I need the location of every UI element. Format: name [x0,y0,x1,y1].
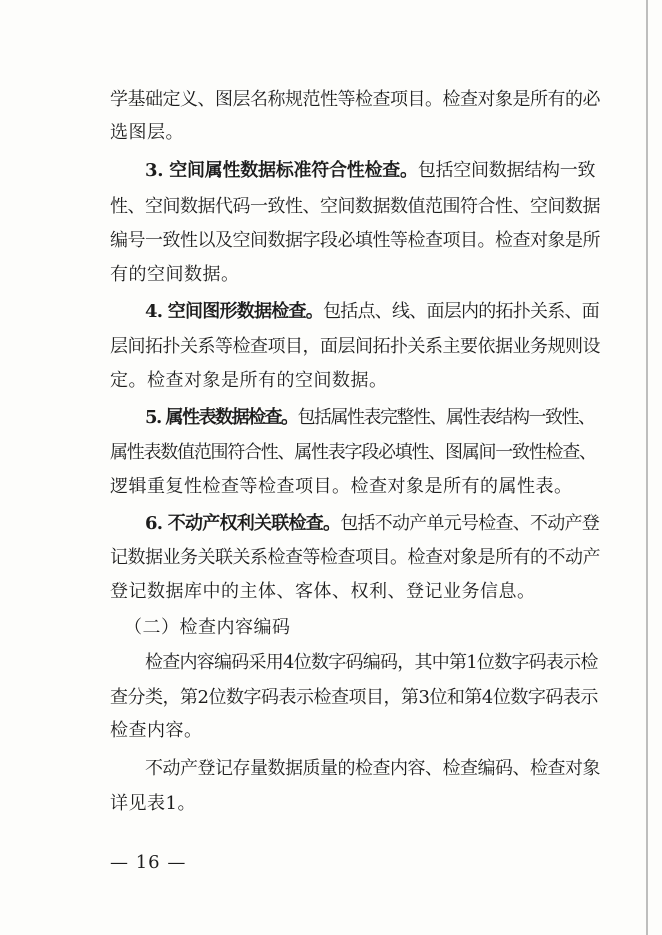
item-heading: 5. 属性表数据检查。 [145,407,298,428]
binding-margin-line [646,0,648,935]
paragraph-line: 检查内容编码采用4位数字码编码，其中第1位数字码表示检 [145,652,598,673]
item-text: 包括属性表完整性、属性表结构一致性、 [297,407,595,428]
item-heading: 4. 空间图形数据检查。 [145,301,324,322]
paragraph-line: 选图层。 [110,122,184,143]
item-heading: 6. 不动产权利关联检查。 [145,513,341,534]
paragraph-line: 定。检查对象是所有的空间数据。 [110,370,388,391]
item-heading: 3. 空间属性数据标准符合性检查。 [145,160,418,181]
paragraph-line: 有的空间数据。 [110,264,240,285]
paragraph-line: 逻辑重复性检查等检查项目。检查对象是所有的属性表。 [110,476,573,497]
item-text: 包括点、线、面层内的拓扑关系、面 [323,301,600,322]
paragraph-line: 性、空间数据代码一致性、空间数据数值范围符合性、空间数据 [110,196,600,217]
paragraph-line [145,300,599,324]
paragraph-line [145,406,595,430]
section-heading: （二）检查内容编码 [124,617,291,638]
paragraph-line: 学基础定义、图层名称规范性等检查项目。检查对象是所有的必 [110,89,600,110]
paragraph-line: 层间拓扑关系等检查项目，面层间拓扑关系主要依据业务规则设 [110,336,600,357]
paragraph-line: 检查内容。 [110,720,203,741]
paragraph-line: 详见表1。 [110,793,196,814]
page-number: — 16 — [110,852,187,873]
item-text: 包括空间数据结构一致 [417,160,596,181]
paragraph-line: 属性表数值范围符合性、属性表字段必填性、图属间一致性检查、 [110,442,596,463]
paragraph-line: 不动产登记存量数据质量的检查内容、检查编码、检查对象 [145,758,600,779]
paragraph-line [145,159,595,183]
paragraph-line: 查分类，第2位数字码表示检查项目，第3位和第4位数字码表示 [110,687,598,708]
paragraph-line: 登记数据库中的主体、客体、权利、登记业务信息。 [110,581,536,602]
paragraph-line: 记数据业务关联关系检查等检查项目。检查对象是所有的不动产 [110,547,600,568]
item-text: 包括不动产单元号检查、不动产登 [340,513,600,534]
paragraph-line: 编号一致性以及空间数据字段必填性等检查项目。检查对象是所 [110,230,600,251]
paragraph-line [145,512,599,536]
